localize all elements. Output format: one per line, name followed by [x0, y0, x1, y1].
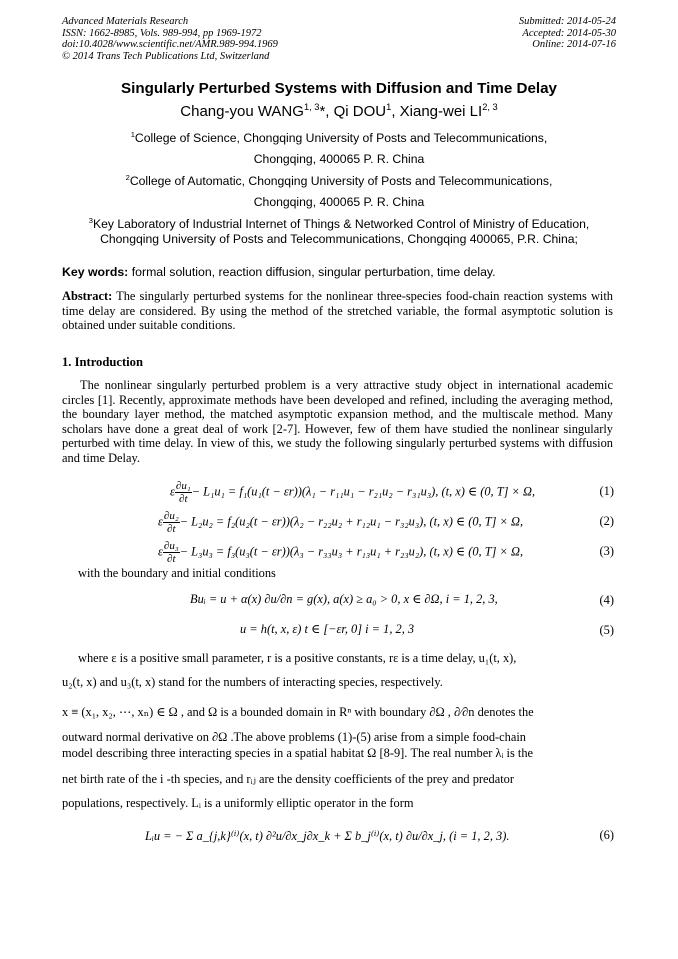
- equation-4-number: (4): [599, 593, 614, 607]
- author-3: Xiang-wei LI: [395, 103, 483, 120]
- equation-1-number: (1): [599, 484, 614, 498]
- where-line-6: net birth rate of the i -th species, and rᵢⱼ are the density coefficients of the prey and predator: [62, 772, 514, 786]
- equation-2: ε $\frac{\text{∂u₂}}{\partial t}$ − L₂u₂ = f₂(u₂(t − εr))(λ₂ − r₂₂u₂ + r₁₂u₁ − r₃₂u₃), (t, x) ∈ (0, T] × Ω,: [158, 510, 524, 535]
- equation-3-number: (3): [599, 544, 614, 558]
- keywords: [62, 265, 613, 280]
- equation-6-number: (6): [599, 828, 614, 842]
- equation-4: Buᵢ = u + α(x) ∂u/∂n = g(x), a(x) ≥ a₀ > 0, x ∈ ∂Ω, i = 1, 2, 3,: [190, 592, 498, 606]
- author-separator: ,: [391, 103, 396, 120]
- journal-name: Advanced Materials Research: [62, 16, 189, 27]
- copyright-line: © 2014 Trans Tech Publications Ltd, Switzerland: [62, 50, 270, 62]
- equation-3: ε $\frac{\text{∂u₃}}{\partial t}$ − L₃u₃ = f₃(u₃(t − εr))(λ₃ − r₃₃u₃ + r₁₃u₁ + r₂₃u₂), (t, x) ∈ (0, T] × Ω,: [158, 540, 524, 565]
- affiliation-1-line-2: Chongqing, 400065 P. R. China: [253, 152, 425, 166]
- keywords-text: formal solution, reaction diffusion, singular perturbation, time delay.: [128, 265, 496, 279]
- author-2: Qi DOU: [329, 103, 387, 120]
- affiliation-1-marker: 1: [130, 129, 135, 139]
- accepted-date: Accepted: 2014-05-30: [522, 27, 616, 39]
- affiliation-3-text: Key Laboratory of Industrial Internet of Things & Networked Control of Ministry of Education,: [92, 217, 590, 231]
- boundary-text: with the boundary and initial conditions: [78, 566, 276, 580]
- author-1-affiliation: 1, 3: [303, 102, 320, 112]
- author-3-affiliation: 2, 3: [482, 102, 498, 112]
- author-1: Chang-you WANG: [180, 103, 304, 120]
- affiliation-1-line-1: [0, 131, 678, 145]
- abstract-text: The singularly perturbed systems for the nonlinear three-species food-chain reaction systems with time delay are considered. By using the method of the stretched variable, the formal asymptotic solution is obtained under suitable conditions.: [62, 289, 613, 333]
- dates-header: [519, 16, 616, 51]
- journal-header: [62, 16, 278, 62]
- affiliation-2-marker: 2: [125, 172, 130, 182]
- affiliation-2-line-1: [0, 174, 678, 188]
- equation-5: u = h(t, x, ε) t ∈ [−εr, 0] i = 1, 2, 3: [240, 622, 415, 636]
- equation-6: Lᵢu = − Σ a_{j,k}⁽ⁱ⁾(x, t) ∂²u/∂x_j∂x_k + Σ b_j⁽ⁱ⁾(x, t) ∂u/∂x_j, (i = 1, 2, 3).: [145, 829, 510, 843]
- intro-paragraph: The nonlinear singularly perturbed problem is a very attractive study object in international academic circles [1]. Recently, approximate methods have been developed and refined, including the averaging method, the boundary layer method, the matched asymptotic expansion method, and the multiscale method. Many scholars have done a great deal of work [2-7]. However, few of them have studied the nonlinear singularly perturbed with time delay. In view of this, we study the following singularly perturbed systems with diffusion and time Delay.: [62, 378, 613, 465]
- corresponding-mark: *,: [319, 103, 330, 120]
- equation-4-left: Bu: [190, 592, 204, 606]
- equation-2-body: − L₂u₂ = f₂(u₂(t − εr))(λ₂ − r₂₂u₂ + r₁₂u₁ − r₃₂u₃), (t, x) ∈ (0, T] × Ω,: [179, 514, 524, 529]
- where-line-2: u₂(t, x) and u₃(t, x) stand for the numbers of interacting species, respectively.: [62, 675, 443, 689]
- where-line-1: where ε is a positive small parameter, r is a positive constants, rε is a time delay, u₁(t, x),: [78, 651, 517, 665]
- equation-1: ε $\frac{\text{∂u₁}}{\partial t}$ − L₁u₁ = f₁(u₁(t − εr))(λ₁ − r₁₁u₁ − r₂₁u₂ − r₃₁u₃), (t, x) ∈ (0, T] × Ω,: [170, 480, 536, 505]
- where-line-3: x ≡ (x₁, x₂, ⋯, xₙ) ∈ Ω , and Ω is a bounded domain in Rⁿ with boundary ∂Ω , ∂⁄∂n denotes the: [62, 705, 534, 719]
- doi-line: doi:10.4028/www.scientific.net/AMR.989-994.1969: [62, 39, 278, 51]
- keywords-label: Key words:: [62, 265, 129, 279]
- issn-line: ISSN: 1662-8985, Vols. 989-994, pp 1969-1972: [62, 27, 262, 39]
- affiliation-3-line-1: [0, 217, 678, 231]
- section-heading: 1. Introduction: [62, 355, 143, 369]
- affiliation-2-text: College of Automatic, Chongqing University of Posts and Telecommunications,: [129, 174, 553, 188]
- where-line-4: outward normal derivative on ∂Ω .The above problems (1)-(5) arise from a simple food-chain: [62, 730, 526, 744]
- abstract: [62, 289, 613, 333]
- online-date: Online: 2014-07-16: [532, 39, 616, 51]
- where-line-7: populations, respectively. Lᵢ is a uniformly elliptic operator in the form: [62, 796, 414, 810]
- equation-2-number: (2): [599, 514, 614, 528]
- equation-3-body: − L₃u₃ = f₃(u₃(t − εr))(λ₃ − r₃₃u₃ + r₁₃u₁ + r₂₃u₂), (t, x) ∈ (0, T] × Ω,: [179, 544, 524, 559]
- submitted-date: Submitted: 2014-05-24: [518, 16, 616, 27]
- author-list: [0, 103, 678, 120]
- affiliation-3-line-2: Chongqing University of Posts and Telecommunications, Chongqing 400065, P.R. China;: [100, 232, 578, 246]
- equation-4-body: = u + α(x) ∂u/∂n = g(x), a(x) ≥ a₀ > 0, x ∈ ∂Ω, i = 1, 2, 3,: [208, 592, 498, 606]
- affiliation-3-marker: 3: [88, 215, 93, 225]
- affiliation-2-line-2: Chongqing, 400065 P. R. China: [253, 195, 425, 209]
- abstract-label: Abstract:: [62, 289, 113, 303]
- where-line-5: model describing three interacting species in a spatial habitat Ω [8-9]. The real number λᵢ is the: [62, 746, 534, 760]
- affiliation-1-text: College of Science, Chongqing University of Posts and Telecommunications,: [134, 131, 548, 145]
- equation-1-body: − L₁u₁ = f₁(u₁(t − εr))(λ₁ − r₁₁u₁ − r₂₁u₂ − r₃₁u₃), (t, x) ∈ (0, T] × Ω,: [191, 484, 536, 499]
- equation-5-number: (5): [599, 623, 614, 637]
- paper-title: Singularly Perturbed Systems with Diffusion and Time Delay: [120, 80, 558, 97]
- author-2-affiliation: 1: [386, 102, 392, 112]
